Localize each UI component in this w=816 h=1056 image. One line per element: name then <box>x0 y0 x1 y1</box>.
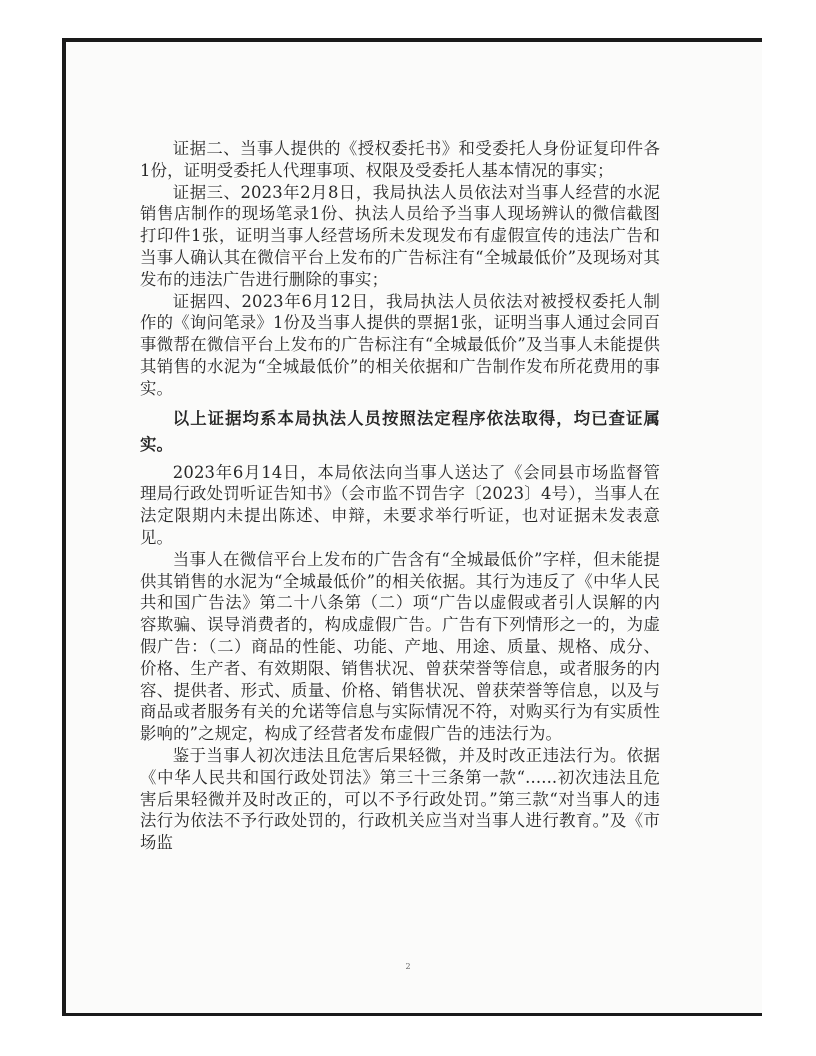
document-body <box>140 138 660 854</box>
hearing-notice-paragraph: 2023年6月14日，本局依法向当事人送达了《会同县市场监督管理局行政处罚听证告知书》（会市监不罚告字〔2023〕4号），当事人在法定限期内未提出陈述、申辩，未要求举行听证，也对证据未发表意见。 <box>140 462 660 547</box>
evidence-3-paragraph: 证据三、2023年2月8日，我局执法人员依法对当事人经营的水泥销售店制作的现场笔录1份、执法人员给予当事人现场辨认的微信截图打印件1张，证明当事人经营场所未发现发布有虚假宣传的违法广告和当事人确认其在微信平台上发布的广告标注有“全城最低价”及现场对其发布的违法广告进行删除的事实； <box>140 182 660 289</box>
page-number: 2 <box>405 962 411 971</box>
penalty-basis-paragraph: 鉴于当事人初次违法且危害后果轻微，并及时改正违法行为。依据《中华人民共和国行政处罚法》第三十三条第一款“......初次违法且危害后果轻微并及时改正的，可以不予行政处罚。”第三款“对当事人的违法行为依法不予行政处罚的，行政机关应当对当事人进行教育。”及《市场监 <box>140 745 660 853</box>
evidence-summary-paragraph: 以上证据均系本局执法人员按照法定程序依法取得，均已查证属实。 <box>140 408 660 454</box>
evidence-4-paragraph: 证据四、2023年6月12日，我局执法人员依法对被授权委托人制作的《询问笔录》1份及当事人提供的票据1张，证明当事人通过会同百事微帮在微信平台上发布的广告标注有“全城最低价”及当事人未能提供其销售的水泥为“全城最低价”的相关依据和广告制作发布所花费用的事实。 <box>140 291 660 398</box>
evidence-2-paragraph: 证据二、当事人提供的《授权委托书》和受委托人身份证复印件各1份，证明受委托人代理事项、权限及受委托人基本情况的事实； <box>140 139 660 180</box>
violation-analysis-paragraph: 当事人在微信平台上发布的广告含有“全城最低价”字样，但未能提供其销售的水泥为“全城最低价”的相关依据。其行为违反了《中华人民共和国广告法》第二十八条第（二）项“广告以虚假或者引人误解的内容欺骗、误导消费者的，构成虚假广告。广告有下列情形之一的，为虚假广告：（二）商品的性能、功能、产地、用途、质量、规格、成分、价格、生产者、有效期限、销售状况、曾获荣誉等信息，或者服务的内容、提供者、形式、质量、价格、销售状况、曾获荣誉等信息，以及与商品或者服务有关的允诺等信息与实际情况不符，对购买行为有实质性影响的”之规定，构成了经营者发布虚假广告的违法行为。 <box>140 549 660 744</box>
